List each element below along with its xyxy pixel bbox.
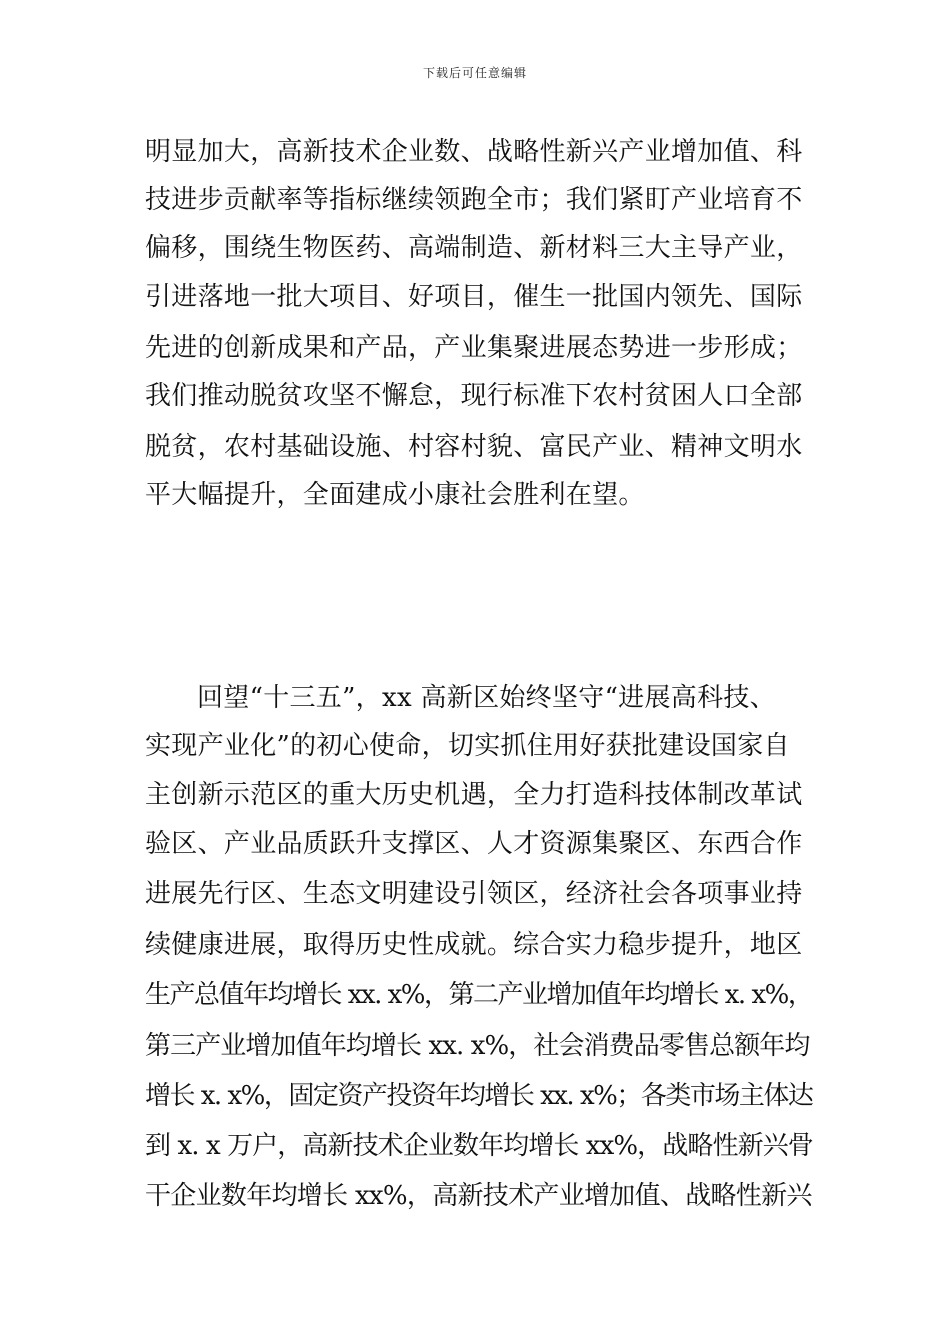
text-line: 生产总值年均增长 xx. x%，第二产业增加值年均增长 x. x%，	[145, 980, 813, 1010]
page-header: 下载后可任意编辑	[422, 66, 527, 80]
text-line: 续健康进展，取得历史性成就。综合实力稳步提升，地区	[145, 930, 803, 960]
text-line: 实现产业化”的初心使命，切实抓住用好获批建设国家自	[145, 731, 790, 761]
text-line: 进展先行区、生态文明建设引领区，经济社会各项事业持	[145, 879, 803, 909]
text-line: 验区、产业品质跃升支撑区、人才资源集聚区、东西合作	[145, 829, 803, 859]
text-line: 到 x. x 万户，高新技术企业数年均增长 xx%，战略性新兴骨	[145, 1131, 813, 1161]
text-line: 偏移，围绕生物医药、高端制造、新材料三大主导产业，	[145, 233, 803, 263]
text-line: 技进步贡献率等指标继续领跑全市；我们紧盯产业培育不	[145, 185, 803, 215]
text-line: 增长 x. x%，固定资产投资年均增长 xx. x%；各类市场主体达	[145, 1081, 813, 1111]
text-line: 第三产业增加值年均增长 xx. x%，社会消费品零售总额年均	[145, 1031, 810, 1061]
text-line: 平大幅提升，全面建成小康社会胜利在望。	[145, 480, 645, 510]
text-line: 脱贫，农村基础设施、村容村貌、富民产业、精神文明水	[145, 432, 803, 462]
text-line-indented: 回望“十三五”，xx 高新区始终坚守“进展高科技、	[197, 683, 776, 713]
text-line: 先进的创新成果和产品，产业集聚进展态势进一步形成；	[145, 333, 803, 363]
text-line: 主创新示范区的重大历史机遇，全力打造科技体制改革试	[145, 780, 803, 810]
text-line: 引进落地一批大项目、好项目，催生一批国内领先、国际	[145, 282, 803, 312]
text-line: 我们推动脱贫攻坚不懈怠，现行标准下农村贫困人口全部	[145, 381, 803, 411]
text-line: 干企业数年均增长 xx%，高新技术产业增加值、战略性新兴	[145, 1181, 812, 1211]
text-line: 明显加大，高新技术企业数、战略性新兴产业增加值、科	[145, 137, 803, 167]
